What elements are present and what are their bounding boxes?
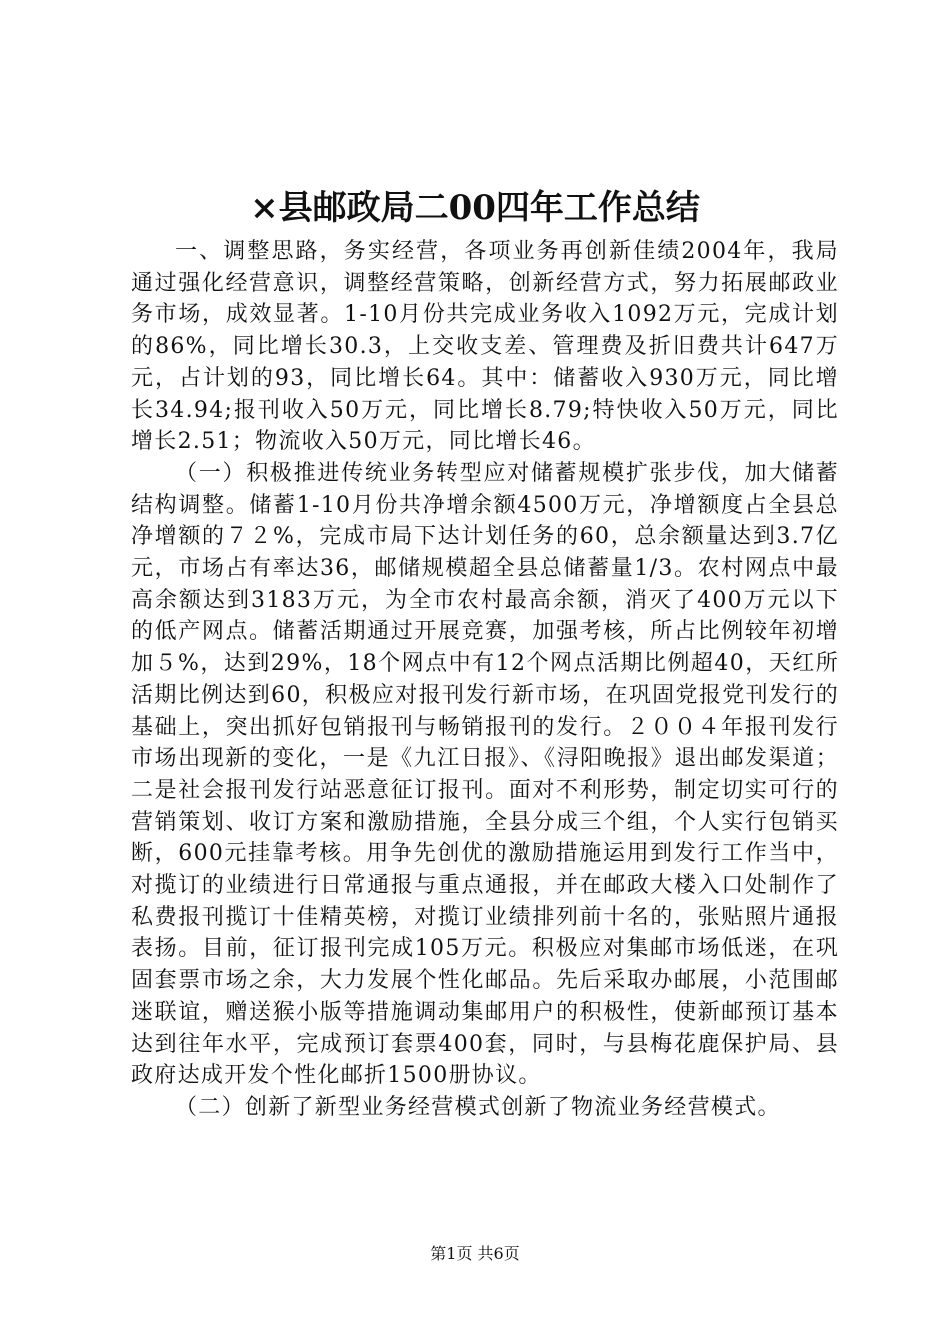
paragraph-3: （二）创新了新型业务经营模式创新了物流业务经营模式。: [175, 1094, 781, 1120]
page-footer: [0, 1243, 950, 1265]
paragraph-2: （一）积极推进传统业务转型应对储蓄规模扩张步伐，加大储蓄结构调整。储蓄1-10月份共净增余额4500万元，净增额度占全县总净增额的７２%，完成市局下达计划任务的60，总余额量达到3.7亿元，市场占有率达36，邮储规模超全县总储蓄量1/3。农村网点中最高余额达到3183万元，为全市农村最高余额，消灭了400万元以下的低产网点。储蓄活期通过开展竞赛，加强考核，所占比例较年初增加５%，达到29%，18个网点中有12个网点活期比例超40，天红所活期比例达到60，积极应对报刊发行新市场，在巩固党报党刊发行的基础上，突出抓好包销报刊与畅销报刊的发行。２００４年报刊发行市场出现新的变化，一是《九江日报》、《浔阳晚报》退出邮发渠道；二是社会报刊发行站恶意征订报刊。面对不利形势，制定切实可行的营销策划、收订方案和激励措施，全县分成三个组，个人实行包销买断，600元挂靠考核。用争先创优的激励措施运用到发行工作当中，对揽订的业绩进行日常通报与重点通报，并在邮政大楼入口处制作了私费报刊揽订十佳精英榜，对揽订业绩排列前十名的，张贴照片通报表扬。目前，征订报刊完成105万元。积极应对集邮市场低迷，在巩固套票市场之余，大力发展个性化邮品。先后采取办邮展，小范围邮迷联谊，赠送猴小版等措施调动集邮用户的积极性，使新邮预订基本达到往年水平，完成预订套票400套，同时，与县梅花鹿保护局、县政府达成开发个性化邮折1500册协议。: [131, 460, 839, 1089]
document-title: ×县邮政局二00四年工作总结: [250, 188, 700, 228]
paragraph-1: 一、调整思路，务实经营，各项业务再创新佳绩2004年，我局通过强化经营意识，调整经营策略，创新经营方式，努力拓展邮政业务市场，成效显著。1-10月份共完成业务收入1092万元，完成计划的86%，同比增长30.3，上交收支差、管理费及折旧费共计647万元，占计划的93，同比增长64。其中：储蓄收入930万元，同比增长34.94;报刊收入50万元，同比增长8.79;特快收入50万元，同比增长2.51；物流收入50万元，同比增长46。: [131, 239, 839, 455]
page-indicator: 第1页 共6页: [430, 1244, 520, 1263]
document-body: [131, 236, 839, 1124]
